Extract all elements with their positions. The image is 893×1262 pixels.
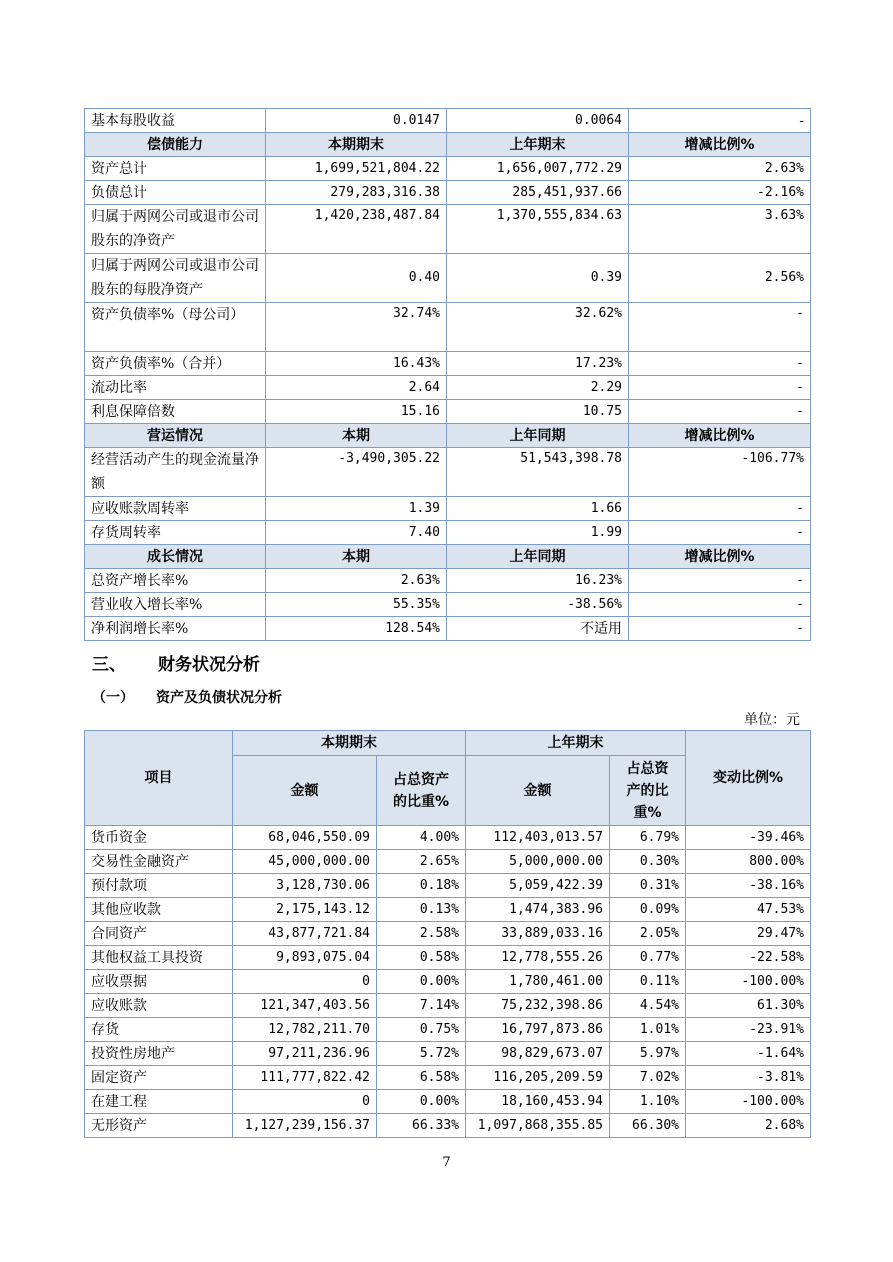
cell-previous-ratio: 1.10%: [610, 1090, 686, 1114]
section-header-row: [85, 133, 811, 157]
cell-previous-amount: 33,889,033.16: [466, 922, 610, 946]
cell-current-ratio: 0.75%: [377, 1018, 466, 1042]
cell-change: 3.63%: [629, 205, 811, 254]
cell-change: -100.00%: [686, 970, 811, 994]
table-row: [85, 303, 811, 352]
cell-previous-amount: 116,205,209.59: [466, 1066, 610, 1090]
section-title: 财务状况分析: [158, 655, 260, 675]
row-label: 预付款项: [85, 874, 233, 898]
cell-previous-ratio: 0.31%: [610, 874, 686, 898]
cell-change: -: [629, 400, 811, 424]
cell-current-amount: 0: [233, 1090, 377, 1114]
row-label: 应收账款周转率: [85, 497, 266, 521]
cell-previous: 0.39: [447, 254, 629, 303]
cell-change: 47.53%: [686, 898, 811, 922]
cell-current-ratio: 5.72%: [377, 1042, 466, 1066]
cell-current-ratio: 6.58%: [377, 1066, 466, 1090]
table-row: [85, 1066, 811, 1090]
cell-current-ratio: 2.65%: [377, 850, 466, 874]
cell-change: 2.68%: [686, 1114, 811, 1138]
subsection-number: （一）: [92, 690, 134, 706]
cell-previous-amount: 1,097,868,355.85: [466, 1114, 610, 1138]
cell-current-ratio: 0.13%: [377, 898, 466, 922]
row-label: 无形资产: [85, 1114, 233, 1138]
cell-previous: 285,451,937.66: [447, 181, 629, 205]
cell-change: -: [629, 569, 811, 593]
cell-previous-ratio: 0.11%: [610, 970, 686, 994]
row-label: 合同资产: [85, 922, 233, 946]
header-amount: 金额: [233, 756, 377, 826]
header-ratio: 占总资产的比重%: [610, 756, 686, 826]
cell-previous-ratio: 0.30%: [610, 850, 686, 874]
cell-change: -23.91%: [686, 1018, 811, 1042]
cell-previous-ratio: 0.77%: [610, 946, 686, 970]
cell-current: 128.54%: [266, 617, 447, 641]
row-label: 交易性金融资产: [85, 850, 233, 874]
section-header-change: 增减比例%: [629, 545, 811, 569]
cell-previous: 0.0064: [447, 109, 629, 133]
cell-current-amount: 45,000,000.00: [233, 850, 377, 874]
cell-current: 1.39: [266, 497, 447, 521]
row-label: 归属于两网公司或退市公司股东的每股净资产: [85, 254, 266, 303]
table-row: [85, 181, 811, 205]
cell-current-amount: 97,211,236.96: [233, 1042, 377, 1066]
cell-current: 279,283,316.38: [266, 181, 447, 205]
table-row: [85, 376, 811, 400]
row-label: 净利润增长率%: [85, 617, 266, 641]
row-label: 投资性房地产: [85, 1042, 233, 1066]
row-label: 其他权益工具投资: [85, 946, 233, 970]
row-label: 资产总计: [85, 157, 266, 181]
cell-change: 800.00%: [686, 850, 811, 874]
section-header-label: 成长情况: [85, 545, 266, 569]
table-row: [85, 850, 811, 874]
header-current-period: 本期期末: [233, 731, 466, 756]
row-label: 货币资金: [85, 826, 233, 850]
cell-current-ratio: 4.00%: [377, 826, 466, 850]
table-row: [85, 1090, 811, 1114]
table-row: [85, 205, 811, 254]
cell-current: 7.40: [266, 521, 447, 545]
unit-label: 单位：元: [744, 712, 800, 728]
table-row: [85, 352, 811, 376]
cell-current-ratio: 7.14%: [377, 994, 466, 1018]
section-header-previous: 上年同期: [447, 545, 629, 569]
section-header-current: 本期期末: [266, 133, 447, 157]
cell-previous-ratio: 4.54%: [610, 994, 686, 1018]
cell-current-amount: 121,347,403.56: [233, 994, 377, 1018]
section-header-current: 本期: [266, 545, 447, 569]
table-row: [85, 617, 811, 641]
table-row: [85, 970, 811, 994]
cell-previous-amount: 12,778,555.26: [466, 946, 610, 970]
cell-previous-amount: 18,160,453.94: [466, 1090, 610, 1114]
cell-previous: 1.66: [447, 497, 629, 521]
table-row: [85, 448, 811, 497]
cell-current: 0.0147: [266, 109, 447, 133]
cell-previous: 1.99: [447, 521, 629, 545]
cell-previous-amount: 75,232,398.86: [466, 994, 610, 1018]
table-row: [85, 1042, 811, 1066]
cell-current-amount: 1,127,239,156.37: [233, 1114, 377, 1138]
cell-change: -22.58%: [686, 946, 811, 970]
row-label: 归属于两网公司或退市公司股东的净资产: [85, 205, 266, 254]
row-label: 利息保障倍数: [85, 400, 266, 424]
cell-previous: 1,370,555,834.63: [447, 205, 629, 254]
table-row: [85, 946, 811, 970]
section-header-label: 偿债能力: [85, 133, 266, 157]
cell-change: -: [629, 352, 811, 376]
cell-previous-amount: 1,474,383.96: [466, 898, 610, 922]
cell-previous-ratio: 0.09%: [610, 898, 686, 922]
cell-previous: 不适用: [447, 617, 629, 641]
cell-current: 32.74%: [266, 303, 447, 352]
cell-change: -: [629, 303, 811, 352]
cell-current-ratio: 0.58%: [377, 946, 466, 970]
cell-current: 55.35%: [266, 593, 447, 617]
cell-change: -100.00%: [686, 1090, 811, 1114]
section-header-change: 增减比例%: [629, 133, 811, 157]
cell-previous: 32.62%: [447, 303, 629, 352]
header-row: [85, 731, 811, 756]
cell-previous-ratio: 7.02%: [610, 1066, 686, 1090]
section-header-row: [85, 545, 811, 569]
cell-current: 15.16: [266, 400, 447, 424]
cell-change: -: [629, 376, 811, 400]
cell-previous: 17.23%: [447, 352, 629, 376]
cell-change: -: [629, 521, 811, 545]
cell-change: -38.16%: [686, 874, 811, 898]
table-row: [85, 497, 811, 521]
cell-previous-amount: 16,797,873.86: [466, 1018, 610, 1042]
section-header-row: [85, 424, 811, 448]
cell-current: 1,699,521,804.22: [266, 157, 447, 181]
cell-change: -: [629, 109, 811, 133]
cell-previous: 1,656,007,772.29: [447, 157, 629, 181]
assets-body: [85, 731, 811, 1138]
cell-previous-ratio: 5.97%: [610, 1042, 686, 1066]
subsection-title: 资产及负债状况分析: [156, 690, 282, 706]
row-label: 存货周转率: [85, 521, 266, 545]
cell-current: 0.40: [266, 254, 447, 303]
row-label: 基本每股收益: [85, 109, 266, 133]
cell-previous: 2.29: [447, 376, 629, 400]
cell-current-ratio: 2.58%: [377, 922, 466, 946]
row-label: 应收账款: [85, 994, 233, 1018]
section-header-previous: 上年期末: [447, 133, 629, 157]
cell-change: 61.30%: [686, 994, 811, 1018]
cell-change: 29.47%: [686, 922, 811, 946]
row-label: 固定资产: [85, 1066, 233, 1090]
cell-change: -2.16%: [629, 181, 811, 205]
table-row: [85, 157, 811, 181]
cell-current-ratio: 0.18%: [377, 874, 466, 898]
cell-change: 2.63%: [629, 157, 811, 181]
table-row: [85, 1114, 811, 1138]
cell-previous-ratio: 66.30%: [610, 1114, 686, 1138]
cell-previous: 10.75: [447, 400, 629, 424]
cell-change: -: [629, 593, 811, 617]
cell-current: 1,420,238,487.84: [266, 205, 447, 254]
row-label: 总资产增长率%: [85, 569, 266, 593]
cell-current-ratio: 0.00%: [377, 970, 466, 994]
cell-current-amount: 43,877,721.84: [233, 922, 377, 946]
cell-change: -: [629, 617, 811, 641]
cell-previous-ratio: 6.79%: [610, 826, 686, 850]
table-row: [85, 521, 811, 545]
table-row: [85, 922, 811, 946]
cell-current-amount: 12,782,211.70: [233, 1018, 377, 1042]
cell-previous-amount: 112,403,013.57: [466, 826, 610, 850]
section-header-change: 增减比例%: [629, 424, 811, 448]
header-item: 项目: [85, 731, 233, 826]
section-heading: [92, 650, 260, 675]
table-row: [85, 994, 811, 1018]
table-row: [85, 254, 811, 303]
row-label: 在建工程: [85, 1090, 233, 1114]
row-label: 流动比率: [85, 376, 266, 400]
cell-current: 2.64: [266, 376, 447, 400]
cell-previous-amount: 98,829,673.07: [466, 1042, 610, 1066]
cell-previous: -38.56%: [447, 593, 629, 617]
table-row: [85, 400, 811, 424]
table-row: [85, 569, 811, 593]
indicators-table: [84, 108, 811, 641]
cell-current-amount: 2,175,143.12: [233, 898, 377, 922]
cell-previous-amount: 5,000,000.00: [466, 850, 610, 874]
header-amount: 金额: [466, 756, 610, 826]
table-row: [85, 109, 811, 133]
table-row: [85, 826, 811, 850]
subsection-heading: [92, 687, 282, 707]
section-number: 三、: [92, 655, 126, 675]
cell-change: -106.77%: [629, 448, 811, 497]
table-row: [85, 1018, 811, 1042]
cell-current-amount: 0: [233, 970, 377, 994]
cell-current-amount: 3,128,730.06: [233, 874, 377, 898]
cell-previous: 16.23%: [447, 569, 629, 593]
row-label: 经营活动产生的现金流量净额: [85, 448, 266, 497]
cell-change: -39.46%: [686, 826, 811, 850]
cell-current: 16.43%: [266, 352, 447, 376]
section-header-previous: 上年同期: [447, 424, 629, 448]
cell-previous-amount: 5,059,422.39: [466, 874, 610, 898]
table-row: [85, 898, 811, 922]
row-label: 资产负债率%（合并）: [85, 352, 266, 376]
cell-current: 2.63%: [266, 569, 447, 593]
row-label: 存货: [85, 1018, 233, 1042]
cell-change: -: [629, 497, 811, 521]
cell-previous-ratio: 1.01%: [610, 1018, 686, 1042]
table-row: [85, 874, 811, 898]
page-number: 7: [442, 1155, 451, 1170]
cell-current-amount: 68,046,550.09: [233, 826, 377, 850]
cell-current-ratio: 66.33%: [377, 1114, 466, 1138]
header-previous-period: 上年期末: [466, 731, 686, 756]
table-row: [85, 593, 811, 617]
section-header-current: 本期: [266, 424, 447, 448]
cell-current-ratio: 0.00%: [377, 1090, 466, 1114]
cell-change: -1.64%: [686, 1042, 811, 1066]
header-change: 变动比例%: [686, 731, 811, 826]
cell-change: -3.81%: [686, 1066, 811, 1090]
indicators-body: [85, 109, 811, 641]
cell-current-amount: 111,777,822.42: [233, 1066, 377, 1090]
row-label: 应收票据: [85, 970, 233, 994]
row-label: 其他应收款: [85, 898, 233, 922]
row-label: 负债总计: [85, 181, 266, 205]
header-ratio: 占总资产的比重%: [377, 756, 466, 826]
cell-previous-amount: 1,780,461.00: [466, 970, 610, 994]
row-label: 营业收入增长率%: [85, 593, 266, 617]
row-label: 资产负债率%（母公司）: [85, 303, 266, 352]
cell-previous: 51,543,398.78: [447, 448, 629, 497]
cell-current: -3,490,305.22: [266, 448, 447, 497]
cell-change: 2.56%: [629, 254, 811, 303]
section-header-label: 营运情况: [85, 424, 266, 448]
assets-table: [84, 730, 811, 1138]
cell-previous-ratio: 2.05%: [610, 922, 686, 946]
cell-current-amount: 9,893,075.04: [233, 946, 377, 970]
